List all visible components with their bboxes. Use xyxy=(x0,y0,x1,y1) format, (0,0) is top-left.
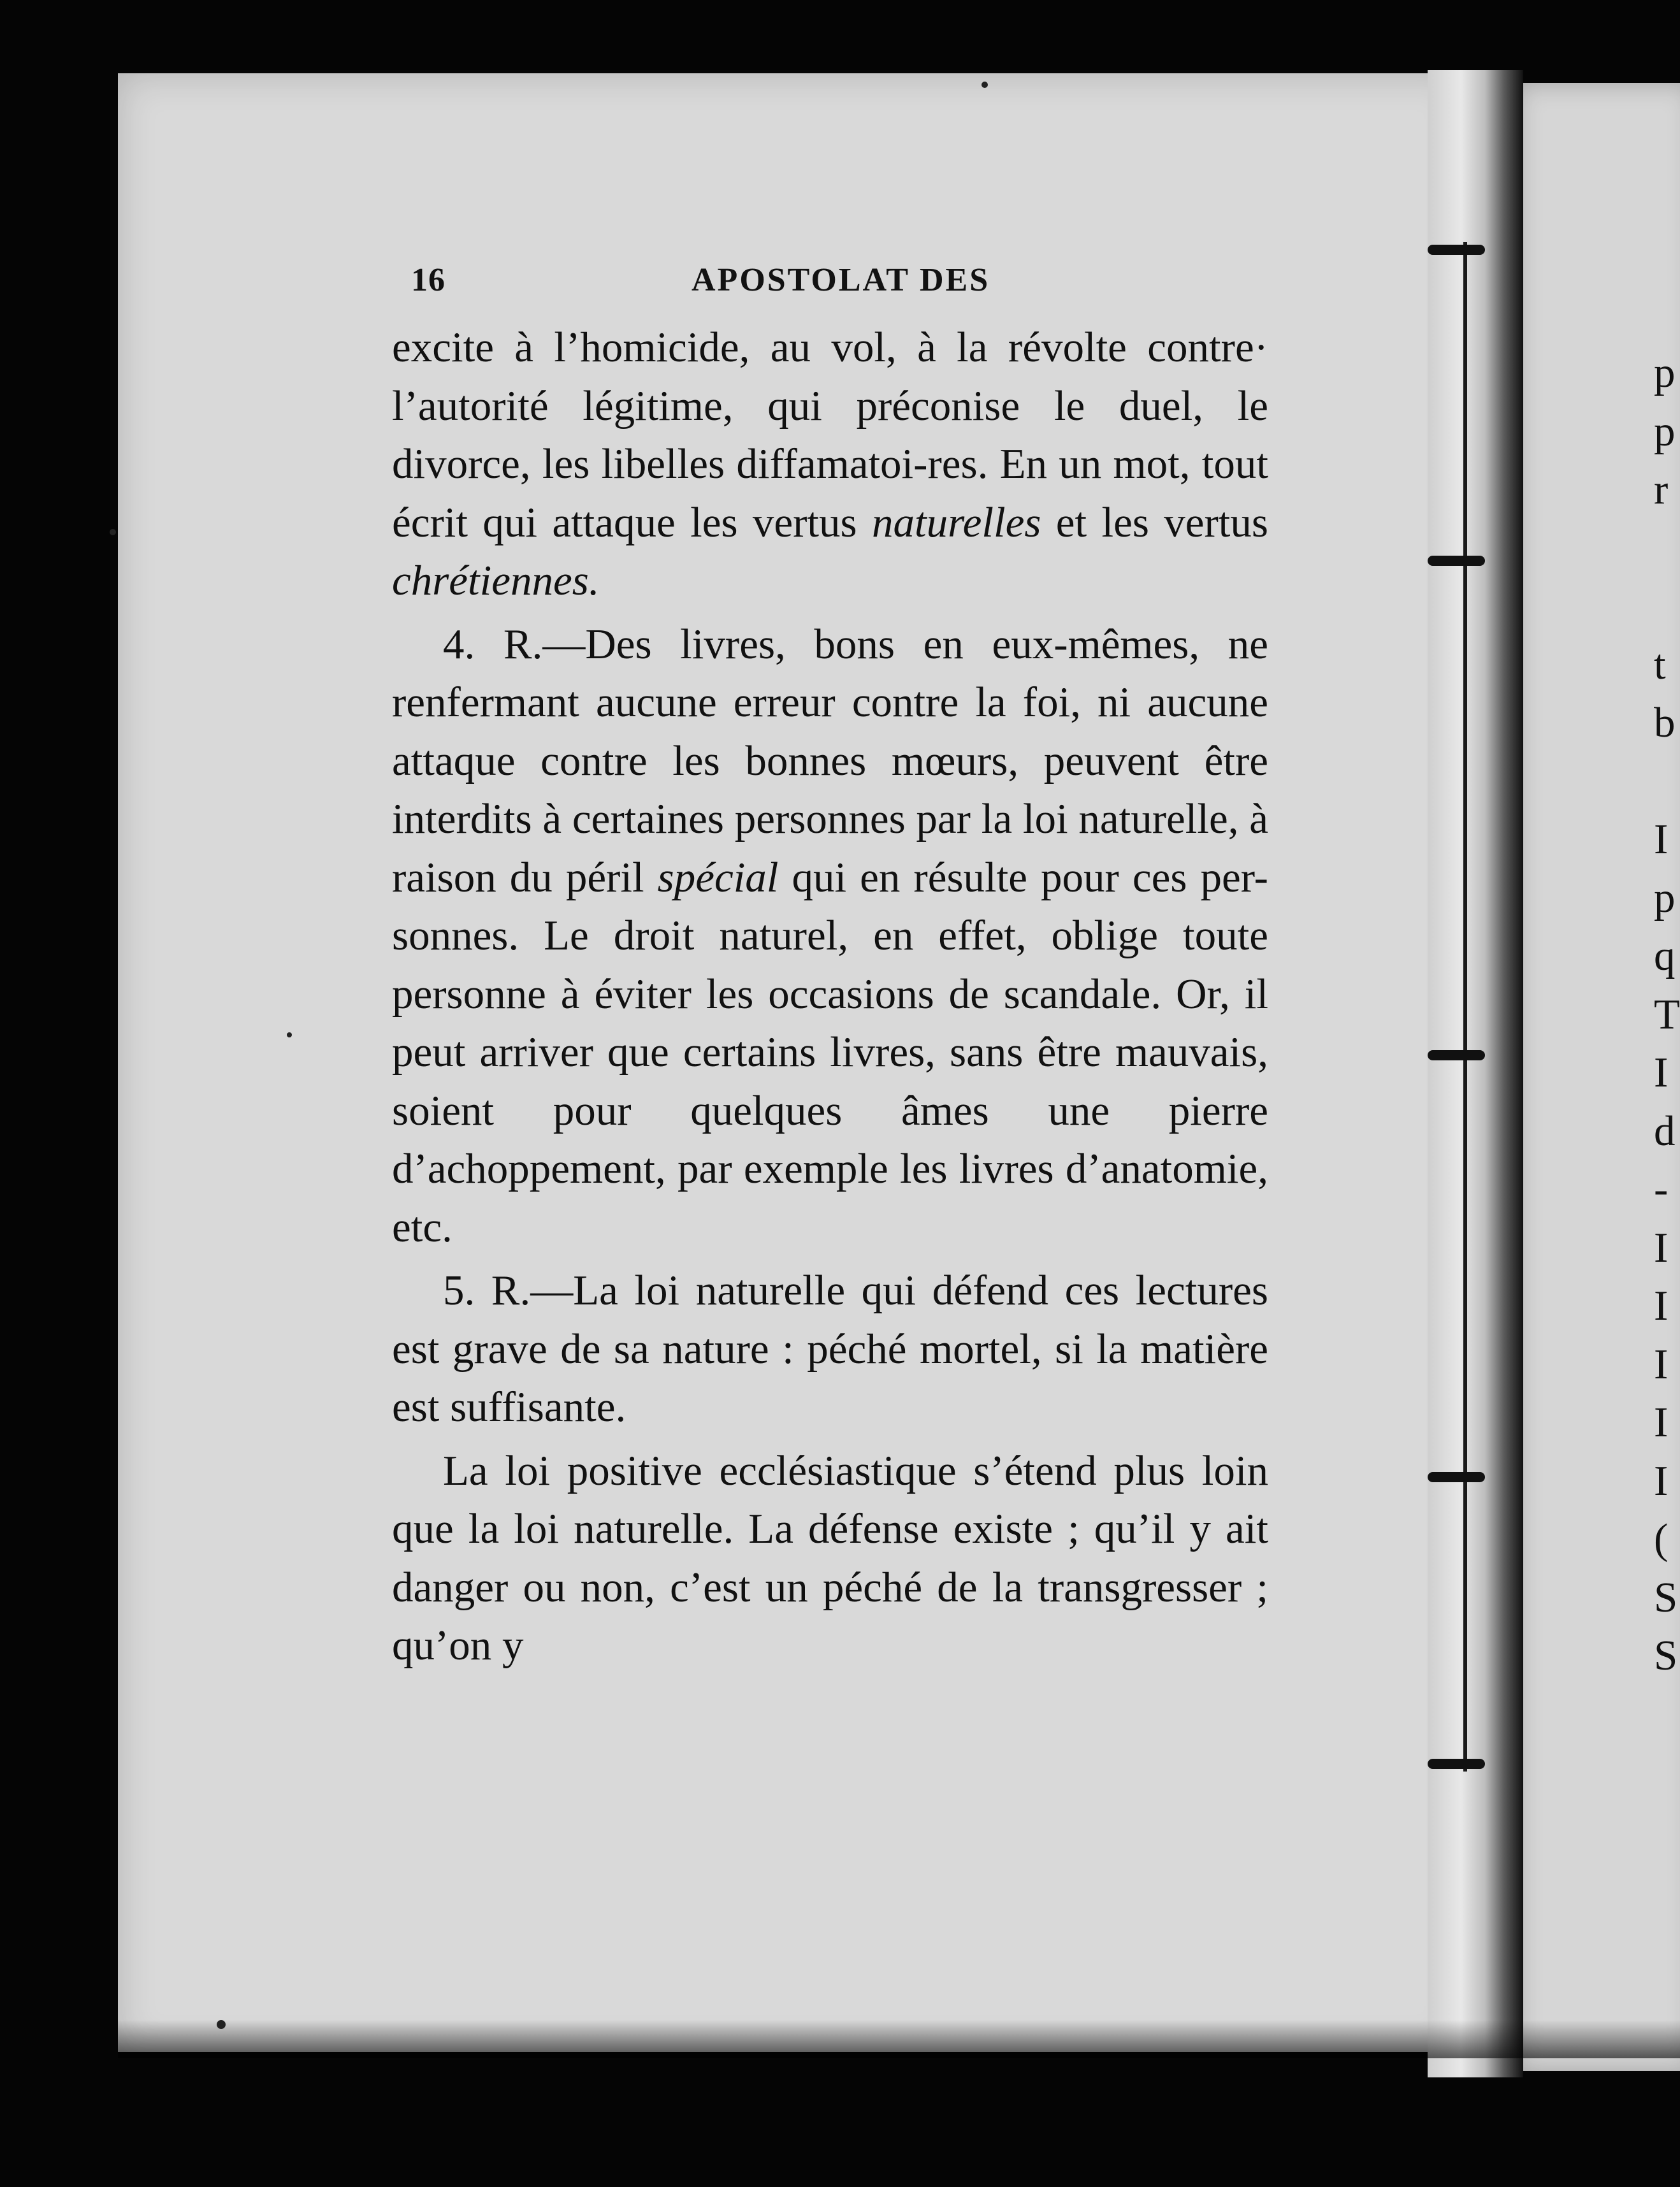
fragment-line: T xyxy=(1654,990,1680,1038)
italic-segment: spécial xyxy=(657,853,779,901)
binding-stitch xyxy=(1428,1472,1485,1482)
scan-speck xyxy=(110,529,116,535)
facing-page-fragments xyxy=(1654,344,1680,1685)
fragment-line: b xyxy=(1654,699,1676,746)
fragment-line: I xyxy=(1654,1223,1669,1271)
fragment-line: I xyxy=(1654,1282,1669,1329)
fragment-line: I xyxy=(1654,1049,1669,1096)
scan-speck xyxy=(217,2020,226,2029)
fragment-line: S xyxy=(1654,1573,1678,1621)
italic-segment: naturelles xyxy=(871,498,1041,546)
fragment-line: I xyxy=(1654,816,1669,863)
paragraph xyxy=(392,319,1268,610)
fragment-line: - xyxy=(1654,1166,1669,1213)
page-bottom-shadow xyxy=(118,2020,1680,2058)
binding-stitch xyxy=(1428,1050,1485,1060)
scan-speck xyxy=(981,82,988,88)
text-segment: La loi positive ecclésiastique s’étend plus loin que la loi naturelle. La défense existe ; qu’il y ait danger ou non, c’est un péché de la transgresser ; qu’on y xyxy=(392,1447,1268,1669)
binding-thread xyxy=(1463,242,1467,1772)
text-segment: qui en résulte pour ces per-sonnes. Le droit naturel, en effet, oblige toute personne à éviter les occasions de scandale. Or, il peut arriver que certains livres, sans être mauvais, soient pour quelques âmes une pierre d’achoppement, par exemple les livres d’anatomie, etc. xyxy=(392,853,1268,1251)
fragment-line: p xyxy=(1654,874,1676,921)
running-head xyxy=(411,261,1265,312)
text-segment: et les vertus xyxy=(1041,498,1268,546)
paragraph xyxy=(392,616,1268,1257)
text-segment: 5. R.—La loi naturelle qui défend ces lectures est grave de sa nature : péché mortel, si la matière est suffisante. xyxy=(392,1267,1268,1431)
fragment-line: p xyxy=(1654,349,1676,396)
fragment-line xyxy=(1654,577,1680,636)
running-title: APOSTOLAT DES xyxy=(692,262,990,298)
fragment-line: r xyxy=(1654,466,1669,513)
binding-stitch xyxy=(1428,1759,1485,1769)
binding-stitch xyxy=(1428,556,1485,566)
paragraph xyxy=(392,1442,1268,1675)
book-gutter xyxy=(1428,70,1523,2077)
fragment-line: I xyxy=(1654,1340,1669,1388)
fragment-line: ( xyxy=(1654,1515,1669,1563)
binding-stitch xyxy=(1428,245,1485,255)
scan-speck xyxy=(287,1032,292,1037)
italic-segment: chrétiennes. xyxy=(392,557,600,604)
fragment-line xyxy=(1654,753,1680,811)
text-segment: excite à l’homicide, au vol, à la révolte contre· l’autorité légitime, qui préconise le duel, le divorce, les libelles diffamatoi-res. En un mot, tout écrit qui attaque les vertus xyxy=(392,324,1268,546)
page-number: 16 xyxy=(411,262,445,298)
body-text xyxy=(392,319,1268,1680)
fragment-line xyxy=(1654,519,1680,578)
fragment-line: t xyxy=(1654,640,1666,688)
fragment-line: d xyxy=(1654,1107,1676,1155)
fragment-line: S xyxy=(1654,1632,1678,1679)
fragment-line: q xyxy=(1654,932,1676,979)
fragment-line: p xyxy=(1654,407,1676,455)
text-segment: 4. R.—Des livres, bons en eux-mêmes, ne renfermant aucune erreur contre la foi, ni aucune attaque contre les bonnes mœurs, peuvent être interdits à certaines personnes par la loi naturelle, à raison du péril xyxy=(392,620,1268,901)
fragment-line: I xyxy=(1654,1399,1669,1446)
fragment-line: I xyxy=(1654,1457,1669,1505)
paragraph xyxy=(392,1262,1268,1437)
